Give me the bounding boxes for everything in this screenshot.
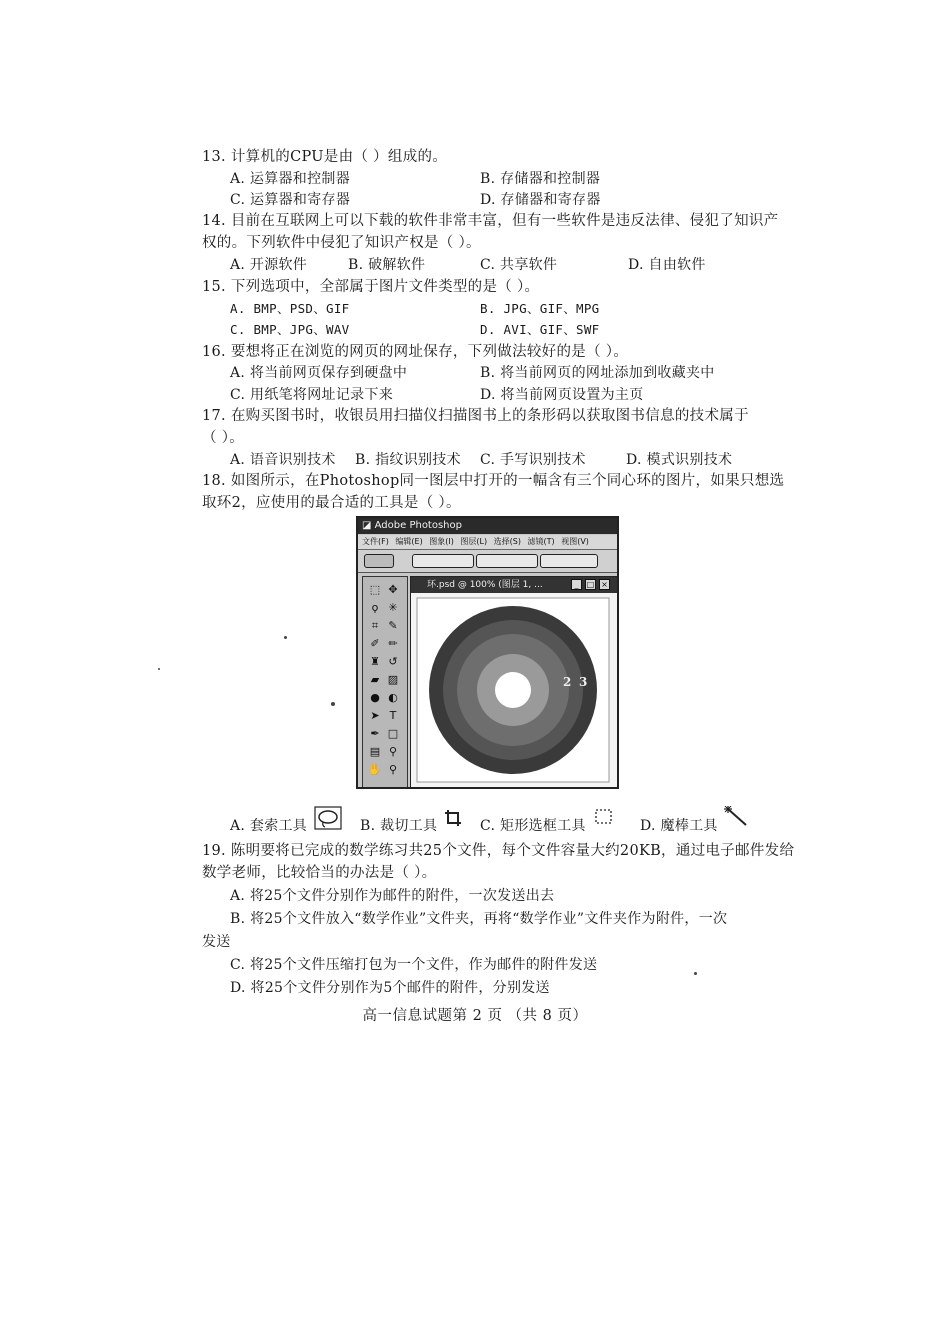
lasso-tool-icon: ϙ: [371, 601, 379, 614]
scan-speck: [331, 702, 335, 706]
hand-tool-icon: ✋: [368, 763, 382, 776]
q14-option-d: D. 自由软件: [628, 257, 706, 273]
concentric-rings-image: [411, 594, 615, 786]
blur-tool-icon: ●: [370, 691, 380, 704]
q13-option-d: D. 存储器和寄存器: [480, 192, 601, 208]
ps-menu-file: 文件(F): [362, 537, 389, 546]
q19-stem-line2: 数学老师，比较恰当的办法是（ ）。: [202, 865, 437, 881]
q17-option-d: D. 模式识别技术: [626, 452, 733, 468]
ps-menu-filter: 滤镜(T): [527, 537, 555, 546]
ring-label-2: 2: [563, 675, 572, 689]
q16-option-d: D. 将当前网页设置为主页: [480, 387, 644, 403]
q15-stem: 15. 下列选项中，全部属于图片文件类型的是（ ）。: [202, 279, 540, 295]
marquee-tool-icon: ⬚: [369, 583, 381, 596]
q19-option-c: C. 将25个文件压缩打包为一个文件，作为邮件的附件发送: [230, 957, 598, 973]
q14-option-b: B. 破解软件: [348, 257, 426, 273]
ps-option-button: [476, 554, 538, 568]
ps-menu-image: 图象(I): [429, 537, 454, 546]
minimize-icon: _: [571, 579, 582, 590]
eyedropper-tool-icon: ⚲: [388, 745, 398, 758]
eraser-tool-icon: ▰: [370, 673, 380, 686]
q16-option-c: C. 用纸笔将网址记录下来: [230, 387, 394, 403]
q14-option-c: C. 共享软件: [480, 257, 558, 273]
crop-tool-icon: ⌗: [371, 619, 379, 632]
dodge-tool-icon: ◐: [388, 691, 398, 704]
zoom-tool-icon: ⚲: [388, 763, 398, 776]
move-tool-icon: ✥: [388, 583, 398, 596]
q15-option-d: D. AVI、GIF、SWF: [480, 322, 600, 337]
q14-option-a: A. 开源软件: [230, 257, 308, 273]
q19-option-a: A. 将25个文件分别作为邮件的附件，一次发送出去: [230, 888, 555, 904]
ring-hole: [495, 672, 531, 708]
q14-stem-line2: 权的。下列软件中侵犯了知识产权是（ ）。: [202, 235, 481, 251]
rectangular-marquee-icon: [594, 808, 614, 826]
q18-option-b: B. 裁切工具: [360, 818, 438, 834]
q18-stem-line2: 取环2，应使用的最合适的工具是（ ）。: [202, 495, 461, 511]
ps-option-button: [412, 554, 474, 568]
photoshop-options-bar: [358, 550, 617, 573]
q16-option-a: A. 将当前网页保存到硬盘中: [230, 365, 408, 381]
ps-menu-layer: 图层(L): [460, 537, 488, 546]
notes-tool-icon: ▤: [369, 745, 381, 758]
path-tool-icon: ➤: [370, 709, 380, 722]
photoshop-menu-bar: [358, 535, 617, 550]
q17-stem-line2: （ ）。: [202, 430, 245, 446]
q18-option-c: C. 矩形选框工具: [480, 818, 586, 834]
q16-option-b: B. 将当前网页的网址添加到收藏夹中: [480, 365, 715, 381]
magic-wand-icon: [724, 806, 750, 828]
scan-speck: [158, 668, 160, 670]
crop-icon: [444, 809, 462, 827]
photoshop-app-title: Adobe Photoshop: [374, 520, 462, 531]
scan-speck: [694, 972, 697, 975]
q18-stem-line1: 18. 如图所示，在Photoshop同一图层中打开的一幅含有三个同心环的图片，如果只想选: [202, 473, 785, 489]
ps-option-button: [364, 554, 394, 568]
photoshop-toolbox: [362, 576, 408, 788]
q19-option-b-line1: B. 将25个文件放入“数学作业”文件夹，再将“数学作业”文件夹作为附件，一次: [230, 911, 728, 927]
q15-option-b: B. JPG、GIF、MPG: [480, 301, 600, 316]
q18-option-d: D. 魔棒工具: [640, 818, 718, 834]
q17-stem-line1: 17. 在购买图书时，收银员用扫描仪扫描图书上的条形码以获取图书信息的技术属于: [202, 408, 749, 424]
slice-tool-icon: ✎: [388, 619, 398, 632]
gradient-tool-icon: ▨: [387, 673, 399, 686]
close-icon: ×: [599, 579, 610, 590]
photoshop-document-window: [410, 576, 618, 788]
photoshop-screenshot: [356, 516, 619, 789]
photoshop-title-bar: [358, 518, 617, 534]
q15-option-a: A. BMP、PSD、GIF: [230, 301, 350, 316]
lasso-icon: [314, 806, 342, 830]
q18-option-a: A. 套索工具: [230, 818, 308, 834]
stamp-tool-icon: ♜: [370, 655, 380, 668]
maximize-icon: □: [586, 580, 595, 589]
q17-option-b: B. 指纹识别技术: [355, 452, 461, 468]
q19-option-b-line2: 发送: [202, 934, 231, 950]
document-title: 环.psd @ 100% (图层 1, ...: [427, 580, 543, 590]
q13-option-b: B. 存储器和控制器: [480, 171, 601, 187]
pen-tool-icon: ✒: [370, 727, 380, 740]
pencil-tool-icon: ✏: [388, 637, 398, 650]
q17-option-a: A. 语音识别技术: [230, 452, 336, 468]
page-footer: 高一信息试题第 2 页 （共 8 页）: [362, 1008, 588, 1024]
q13-option-a: A. 运算器和控制器: [230, 171, 351, 187]
ring-label-3: 3: [579, 675, 588, 689]
history-brush-icon: ↺: [388, 655, 398, 668]
type-tool-icon: T: [389, 709, 397, 722]
ps-menu-edit: 编辑(E): [395, 537, 423, 546]
ps-menu-select: 选择(S): [493, 537, 521, 546]
photoshop-app-icon: ◪: [362, 520, 375, 531]
brush-tool-icon: ✐: [370, 637, 380, 650]
scan-speck: [284, 636, 287, 639]
magic-wand-tool-icon: ✳: [388, 601, 398, 614]
q19-option-d: D. 将25个文件分别作为5个邮件的附件，分别发送: [230, 980, 550, 996]
q13-option-c: C. 运算器和寄存器: [230, 192, 351, 208]
ps-menu-view: 视图(V): [561, 537, 589, 546]
ps-option-button: [540, 554, 598, 568]
q16-stem: 16. 要想将正在浏览的网页的网址保存，下列做法较好的是（ ）。: [202, 344, 629, 360]
q13-stem: 13. 计算机的CPU是由（ ）组成的。: [202, 149, 448, 165]
shape-tool-icon: □: [387, 727, 399, 740]
q14-stem-line1: 14. 目前在互联网上可以下载的软件非常丰富，但有一些软件是违反法律、侵犯了知识产: [202, 213, 779, 229]
q15-option-c: C. BMP、JPG、WAV: [230, 322, 350, 337]
q17-option-c: C. 手写识别技术: [480, 452, 586, 468]
q19-stem-line1: 19. 陈明要将已完成的数学练习共25个文件，每个文件容量大约20KB，通过电子邮件发给: [202, 843, 795, 859]
